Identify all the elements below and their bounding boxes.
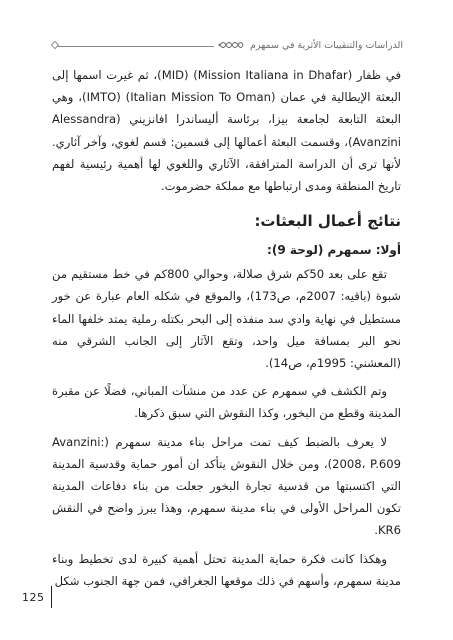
paragraph-2: تقع على بعد 50كم شرق صلالة، وحوالي 800كم في خط مستقيم من شبوة (باقيه: 2007م، ص173)، والموقع في شكله العام عبارة عن خور مستطيل في نهاية وادي سد منفذه إلى البحر بكتله رملية يمتد خلفها الماء نحو البر بمسافة ميل واحد، وتقع الآثار إلى الجانب الشرقي منه (المعشني: 1995م، ص14). (52, 267, 402, 371)
paragraph-4: لا يعرف بالضبط كيف تمت مراحل بناء مدينة سمهرم (Avanzini: 2008، P.609)، ومن خلال النقوش يتأكد ان أمور حماية وقدسية المدينة التي اكتسبتها من قدسية تجارة البخور جعلت من بناء دفاعات المدينة تكون المراحل الأولى في بناء مدينة سمهرم، وهذا يبرز واضح في النقش KR6. (52, 434, 402, 538)
page-number: 125 (22, 590, 45, 604)
body-text (52, 64, 401, 592)
folio-bar (51, 586, 53, 608)
running-header (52, 34, 403, 56)
paragraph-5: وهكذا كانت فكرة حماية المدينة تحتل أهمية كبيرة لدى تخطيط وبناء مدينة سمهرم، وأسهم في ذلك موقعها الجغرافي، فمن جهة الجنوب شكل (52, 551, 401, 588)
paragraph-1: في ظفار (Mission Italiana in Dhafar) (MID)، ثم غيرت اسمها إلى البعثة الإيطالية في عمان (Italian Mission To Oman) (IMTO)، وهي البعثة التابعة لجامعة بيزا، برئاسة أليساندرا افانزيني (Alessandra Avanzini)، وقسمت البعثة أعمالها إلى قسمين: قسم لغوي، وآخر آثاري. لأنها ترى أن الدراسة المترافقة، الآثاري واللغوي لها أهمية رئيسية لفهم تاريخ المنطقة ومدى ارتباطها مع مملكة حضرموت. (52, 68, 402, 194)
decorative-knot-ornament-icon (214, 39, 244, 51)
page-folio (22, 586, 52, 608)
section-heading: نتائج أعمال البعثات: (254, 212, 401, 231)
running-header-title: الدراسات والتنقيبات الأثرية في سمهرم (250, 39, 403, 51)
paragraph-3: وتم الكشف في سمهرم عن عدد من منشآت المباني، فضلًا عن مقبرة المدينة وقطع من البخور، وكذا النقوش التي سبق ذكرها. (52, 384, 401, 421)
sub-heading: أولا: سمهرم (لوحة 9): (267, 243, 401, 258)
header-rule-end-diamond (51, 41, 59, 49)
header-rule (57, 46, 214, 47)
